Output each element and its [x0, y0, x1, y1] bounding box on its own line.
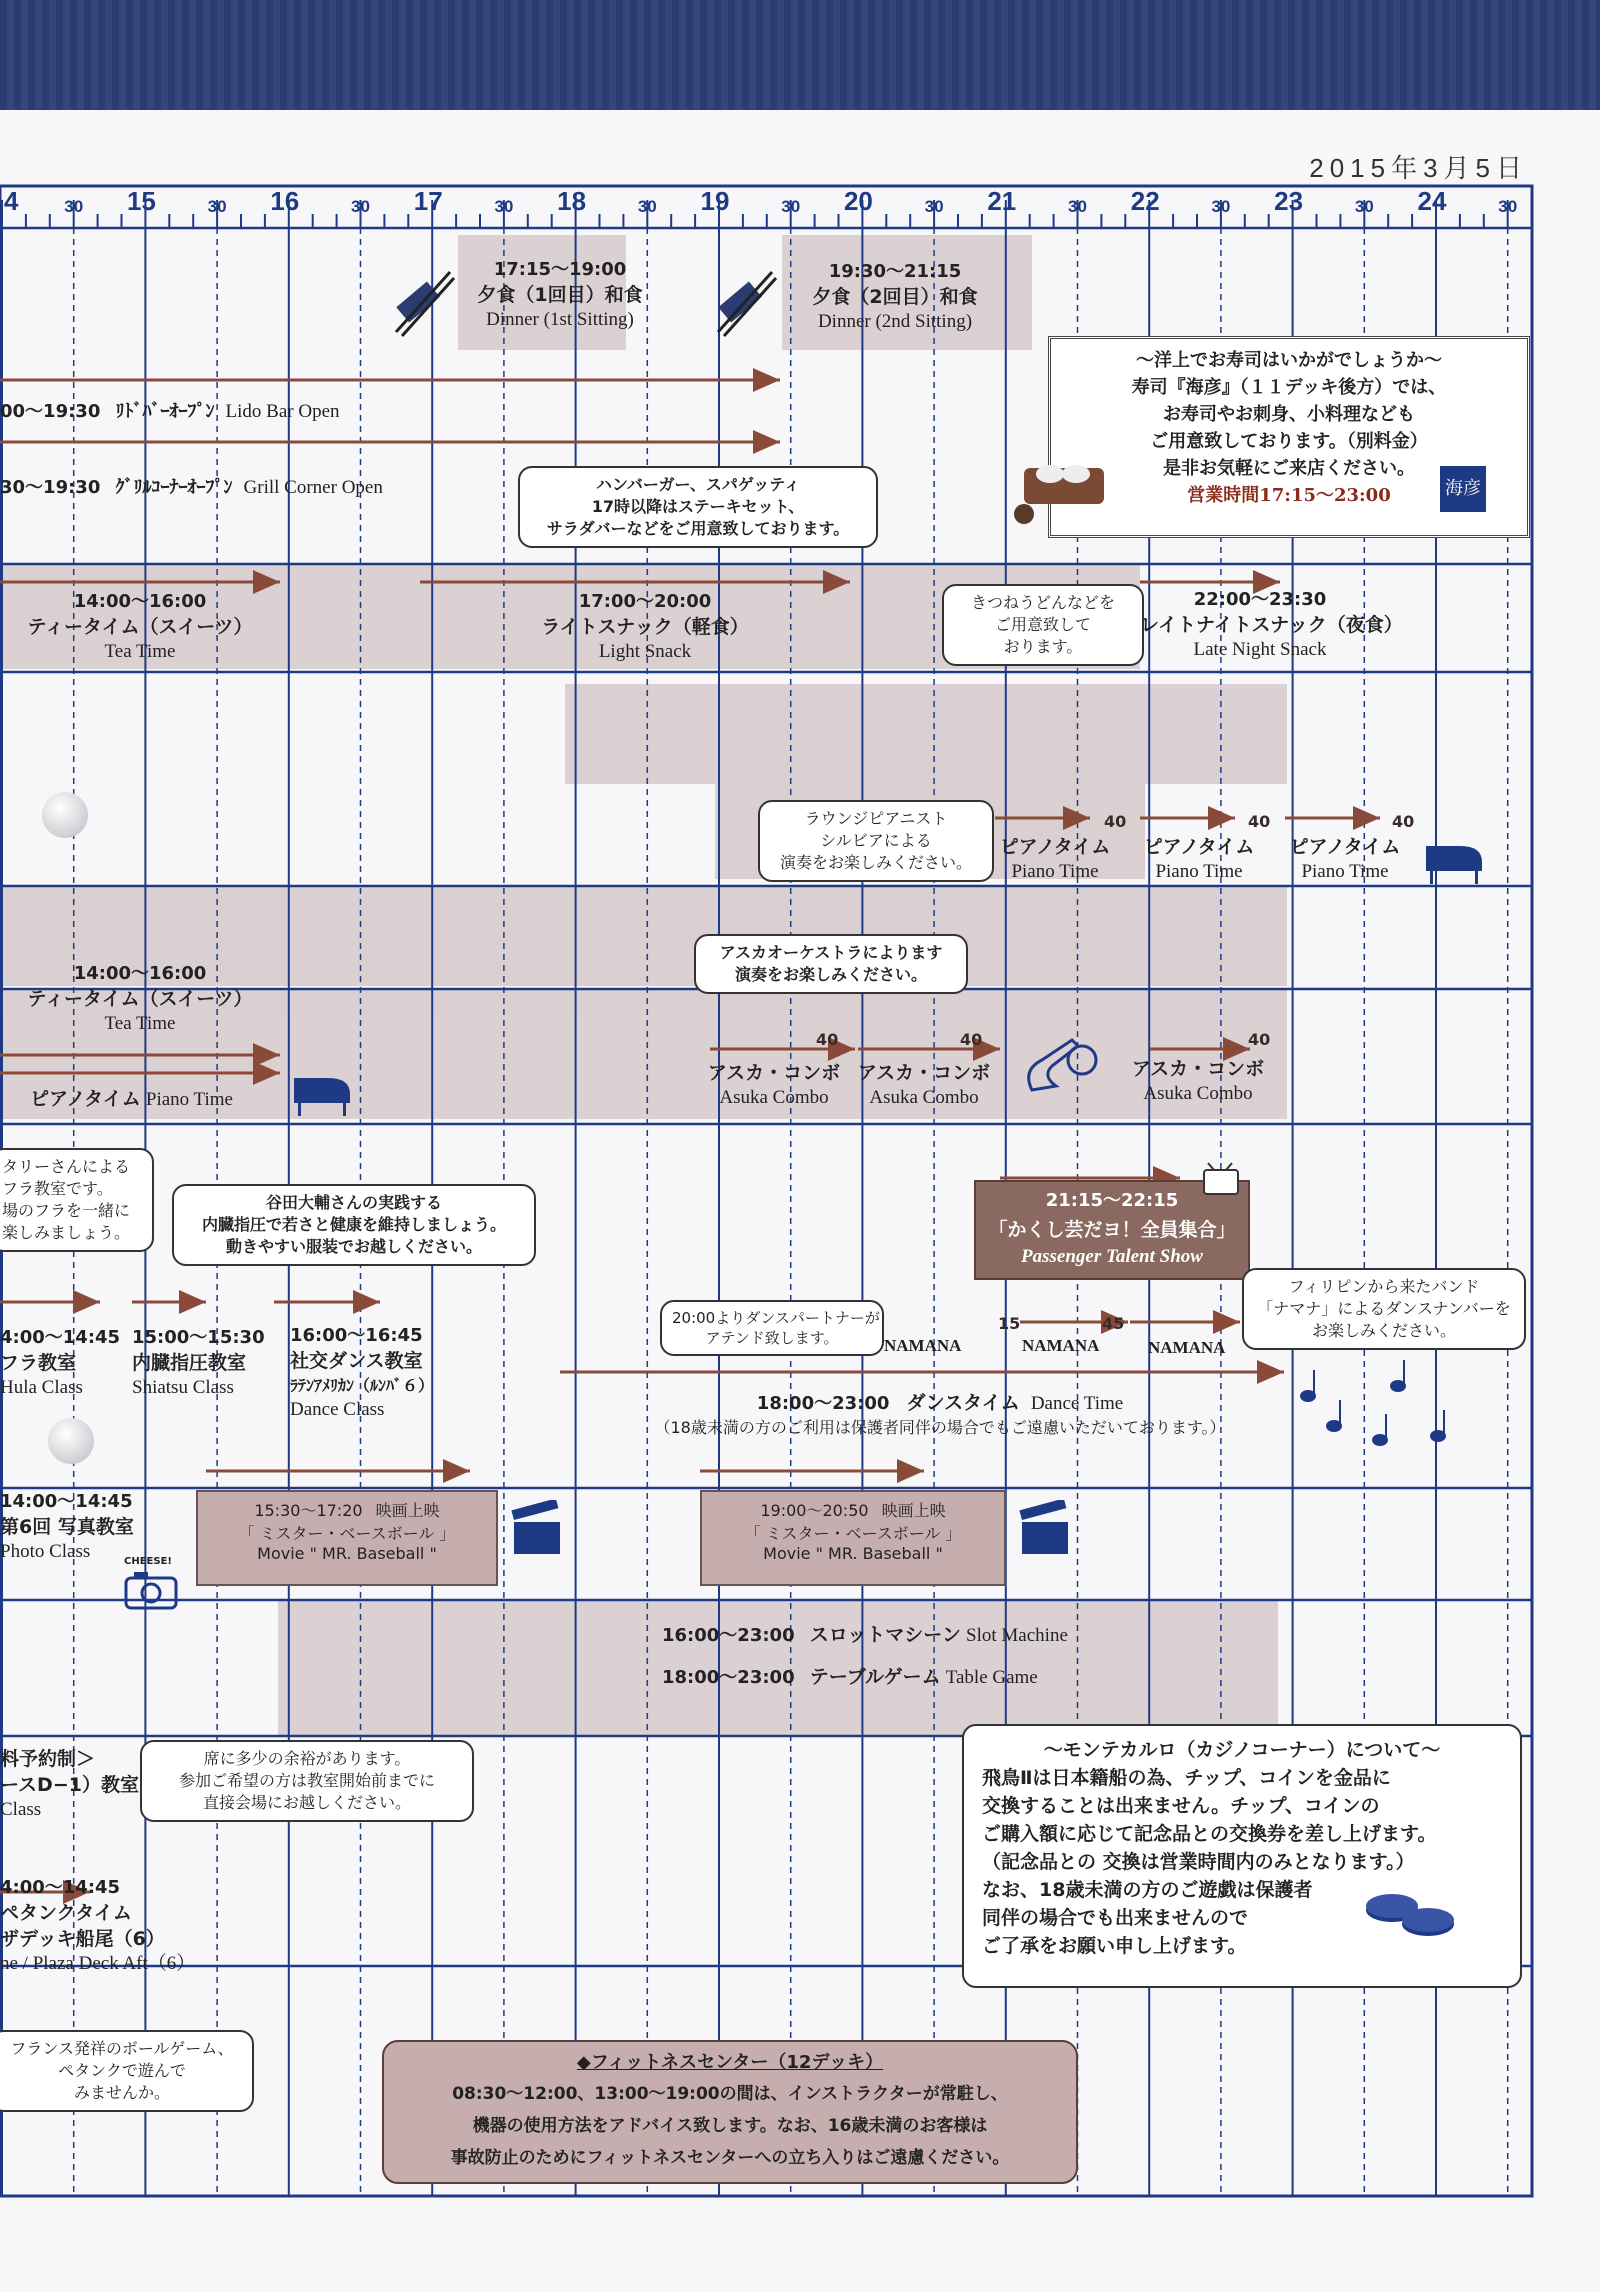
tv-icon	[1200, 1162, 1244, 1196]
talent-time: 21:15〜22:15	[1045, 1190, 1179, 1211]
asuka-combo-2-en: Asuka Combo	[869, 1087, 979, 1108]
class-reserve	[0, 1746, 139, 1822]
dinner-second-jp: 夕食（2回目）和食	[812, 286, 978, 308]
half-hour-label: 30	[1068, 197, 1087, 216]
dinner-second-en: Dinner (2nd Sitting)	[817, 311, 973, 332]
band-note-3: お楽しみください。	[1311, 1321, 1456, 1340]
udon-note-3: おります。	[1003, 637, 1083, 656]
dance-time	[590, 1390, 1290, 1440]
class-reserve-1: 料予約制＞	[0, 1748, 96, 1770]
movie-1	[196, 1490, 498, 1586]
half-hour-label: 30	[351, 197, 370, 216]
photo-en: Photo Class	[0, 1541, 91, 1562]
asuka-combo-3-en: Asuka Combo	[1143, 1083, 1253, 1104]
piano-dur-1: 40	[1104, 812, 1127, 831]
asuka-combo-2	[856, 1060, 992, 1110]
movie-2	[700, 1490, 1006, 1586]
hour-label: 15	[126, 186, 156, 216]
udon-note	[942, 584, 1144, 666]
piano-time-2-jp: ピアノタイム	[1143, 836, 1255, 858]
grill-note-3: サラダバーなどをご用意致しております。	[546, 519, 850, 538]
partner-note-1: 20:00よりダンスパートナーが	[672, 1309, 880, 1327]
music-notes-icon	[1288, 1356, 1468, 1456]
dinner-first-time: 17:15〜19:00	[493, 259, 627, 280]
slot-machine	[662, 1622, 1068, 1648]
tea1-jp: ティータイム（スイーツ）	[27, 616, 253, 638]
tea-time-1	[20, 590, 260, 664]
casino-note-6: 同伴の場合でも出来ませんので	[982, 1907, 1249, 1929]
sushi-line-1: 〜洋上でお寿司はいかがでしょうか〜	[1136, 350, 1442, 371]
saxophone-icon	[1012, 1030, 1102, 1100]
table-game	[662, 1664, 1038, 1690]
social-dance-sub: ﾗﾃﾝｱﾒﾘｶﾝ（ﾙﾝﾊﾞ６）	[290, 1376, 435, 1395]
sushi-hours: 営業時間17:15〜23:00	[1187, 485, 1391, 506]
pianist-note-3: 演奏をお楽しみください。	[779, 853, 972, 872]
grand-piano-icon	[1420, 826, 1490, 886]
grill-note-2: 17時以降はステーキセット、	[591, 497, 805, 516]
sushi-plate-icon	[1010, 448, 1110, 528]
hour-label: 21	[987, 186, 1017, 216]
grill-jp: ｸﾞﾘﾙｺｰﾅｰｵｰﾌﾟﾝ	[115, 477, 233, 498]
shiatsu-jp: 内臓指圧教室	[132, 1352, 247, 1374]
slot-jp: スロットマシーン	[809, 1624, 961, 1646]
udon-note-2: ご用意致して	[994, 615, 1091, 634]
dinner-first-en: Dinner (1st Sitting)	[486, 309, 634, 330]
late-night-snack	[1140, 588, 1403, 662]
petanque-note	[0, 2030, 254, 2112]
band-note-1: フィリピンから来たバンド	[1288, 1277, 1480, 1296]
hula-note-2: フラ教室です。	[2, 1179, 113, 1198]
half-hour-label: 30	[207, 197, 227, 216]
hour-label: 16	[270, 186, 300, 216]
camera-icon	[122, 1568, 182, 1612]
asuka-combo-1-jp: アスカ・コンボ	[707, 1062, 841, 1084]
shiatsu-note-2: 内臓指圧で若さと健康を維持しましょう。	[201, 1215, 506, 1234]
grill-time: 30〜19:30	[0, 477, 101, 498]
class-reserve-3: Class	[0, 1799, 42, 1820]
petanque-jp: ペタンクタイム	[0, 1902, 132, 1924]
sushi-line-5: 是非お気軽にご来店ください。	[1163, 458, 1415, 479]
lido-time: 00〜19:30	[0, 401, 101, 422]
shiatsu-class	[132, 1326, 265, 1400]
schedule-date: 2015年3月5日	[1309, 153, 1528, 183]
asuka-combo-1-en: Asuka Combo	[719, 1087, 829, 1108]
dance-time-time: 18:00〜23:00	[756, 1393, 890, 1414]
tea-time-2	[20, 962, 260, 1036]
movie1-time: 15:30〜17:20	[254, 1501, 363, 1520]
piano-dur-2: 40	[1248, 812, 1271, 831]
photo-badge: CHEESE!	[124, 1556, 172, 1567]
movie2-title: 「 ミスター・ベースボール 」	[744, 1524, 962, 1543]
shiatsu-note-3: 動きやすい服装でお越しください。	[225, 1237, 482, 1256]
shiatsu-en: Shiatsu Class	[132, 1377, 234, 1398]
piano-time-2	[1136, 834, 1262, 884]
asuka-combo-2-jp: アスカ・コンボ	[857, 1062, 991, 1084]
shiatsu-note-1: 谷田大輔さんの実践する	[265, 1193, 442, 1212]
dance-time-en: Dance Time	[1030, 1393, 1124, 1414]
light-snack-time: 17:00〜20:00	[578, 591, 712, 612]
tea2-piano	[30, 1086, 233, 1112]
light-snack-en: Light Snack	[598, 641, 692, 662]
half-hour-label: 30	[781, 197, 801, 216]
table-game-jp: テーブルゲーム	[809, 1666, 941, 1688]
namana-1: NAMANA	[884, 1336, 962, 1355]
dinner-first-jp: 夕食（1回目）和食	[477, 284, 643, 306]
hula-note-1: タリーさんによる	[2, 1157, 131, 1176]
shiatsu-note	[172, 1184, 536, 1266]
band-note	[1242, 1268, 1526, 1350]
tea2-piano-en: Piano Time	[145, 1089, 233, 1110]
half-hour-label: 30	[1354, 197, 1374, 216]
hula-class	[0, 1326, 120, 1400]
dance-time-note: （18歳未満の方のご利用は保護者同伴の場合でもご遠慮いただいております。）	[654, 1418, 1226, 1437]
lido-en: Lido Bar Open	[225, 401, 340, 422]
late-snack-time: 22:00〜23:30	[1193, 589, 1327, 610]
fitness-title: ◆フィットネスセンター（12デッキ）	[576, 2052, 884, 2073]
hula-time: 4:00〜14:45	[0, 1327, 121, 1348]
movie1-title: 「 ミスター・ベースボール 」	[238, 1524, 456, 1543]
lido-jp: ﾘﾄﾞﾊﾞｰｵｰﾌﾟﾝ	[115, 401, 215, 422]
casino-note-4: （記念品との 交換は営業時間内のみとなります。）	[982, 1851, 1415, 1873]
petanque-time: 4:00〜14:45	[0, 1877, 121, 1898]
punch-hole-1	[42, 792, 88, 838]
talent-en: Passenger Talent Show	[1021, 1246, 1203, 1267]
seat-note-3: 直接会場にお越しください。	[202, 1793, 411, 1812]
hour-label: 19	[700, 186, 730, 216]
petanque-place: ザデッキ船尾（6）	[0, 1928, 165, 1950]
partner-note-2: アテンド致します。	[705, 1329, 839, 1347]
tea2-en: Tea Time	[104, 1013, 176, 1034]
hour-label: 22	[1130, 186, 1160, 216]
dinner-first	[460, 258, 660, 332]
light-snack-jp: ライトスナック（軽食）	[541, 616, 749, 638]
partner-note	[660, 1300, 884, 1356]
shiatsu-time: 15:00〜15:30	[132, 1327, 265, 1348]
seat-note-1: 席に多少の余裕があります。	[203, 1749, 411, 1768]
tea1-time: 14:00〜16:00	[73, 591, 207, 612]
casino-note-2: 交換することは出来ません。チップ、コインの	[982, 1795, 1380, 1817]
orchestra-note-2: 演奏をお楽しみください。	[734, 965, 927, 984]
late-snack-en: Late Night Snack	[1193, 639, 1327, 660]
social-dance-jp: 社交ダンス教室	[290, 1350, 423, 1372]
hula-note-3: 場のフラを一緒に	[2, 1201, 131, 1220]
combo-dur-2: 40	[960, 1030, 983, 1049]
grand-piano-icon-2	[288, 1058, 358, 1118]
sushi-line-4: ご用意致しております。（別料金）	[1150, 431, 1428, 452]
punch-hole-2	[48, 1418, 94, 1464]
hour-label: 24	[1417, 186, 1447, 216]
casino-note-3: ご購入額に応じて記念品との交換券を差し上げます。	[982, 1823, 1437, 1845]
half-hour-label: 30	[924, 197, 944, 216]
class-reserve-2: ースD−1）教室	[0, 1774, 139, 1796]
social-dance-en: Dance Class	[290, 1399, 385, 1420]
movie2-en: Movie " MR. Baseball "	[763, 1544, 943, 1563]
tea1-en: Tea Time	[104, 641, 176, 662]
namana-dur-45: 45	[1102, 1314, 1125, 1333]
asuka-combo-1	[706, 1060, 842, 1110]
namana-2: NAMANA	[1022, 1336, 1100, 1355]
table-game-en: Table Game	[945, 1667, 1038, 1688]
dinner-second	[790, 260, 1000, 334]
movie1-label: 映画上映	[375, 1501, 440, 1520]
half-hour-label: 30	[494, 197, 514, 216]
photo-jp: 第6回 写真教室	[0, 1516, 134, 1538]
orchestra-note	[694, 934, 968, 994]
social-dance-time: 16:00〜16:45	[290, 1325, 423, 1346]
seat-note-2: 参加ご希望の方は教室開始前までに	[178, 1771, 435, 1790]
half-hour-label: 30	[637, 197, 657, 216]
casino-note-title: 〜モンテカルロ（カジノコーナー）について〜	[1043, 1739, 1441, 1761]
hour-label: 18	[557, 186, 587, 216]
hula-note-4: 楽しみましょう。	[2, 1223, 131, 1242]
piano-time-3	[1282, 834, 1408, 884]
chopsticks-icon-2	[710, 262, 780, 342]
dinner-second-time: 19:30〜21:15	[828, 261, 962, 282]
movie1-en: Movie " MR. Baseball "	[257, 1544, 437, 1563]
orchestra-note-1: アスカオーケストラによります	[719, 943, 943, 962]
piano-dur-3: 40	[1392, 812, 1415, 831]
piano-time-3-en: Piano Time	[1301, 861, 1389, 882]
movie2-label: 映画上映	[881, 1501, 946, 1520]
fitness-center-box	[382, 2040, 1078, 2184]
petanque-note-1: フランス発祥のボールゲーム、	[10, 2039, 234, 2058]
talent-jp: 「かくし芸だヨ！全員集合」	[988, 1219, 1236, 1241]
half-hour-label: 30	[1498, 197, 1518, 216]
namana-3: NAMANA	[1148, 1338, 1226, 1357]
light-snack	[520, 590, 770, 664]
hula-jp: フラ教室	[0, 1352, 77, 1374]
asuka-combo-3-jp: アスカ・コンボ	[1131, 1058, 1265, 1080]
sushi-line-3: お寿司やお刺身、小料理なども	[1163, 404, 1415, 425]
chopsticks-icon	[388, 262, 458, 342]
lido-bar	[0, 400, 340, 424]
hour-label: 23	[1274, 186, 1304, 216]
casino-note-5: なお、18歳未満の方のご遊戯は保護者	[982, 1879, 1313, 1901]
hula-note	[0, 1148, 154, 1252]
hour-label: 17	[413, 186, 443, 216]
udon-note-1: きつねうどんなどを	[970, 593, 1115, 612]
seat-note	[140, 1740, 474, 1822]
slot-en: Slot Machine	[966, 1625, 1068, 1646]
piano-time-3-jp: ピアノタイム	[1289, 836, 1401, 858]
tea2-time: 14:00〜16:00	[73, 963, 207, 984]
piano-time-2-en: Piano Time	[1155, 861, 1243, 882]
photo-class	[0, 1490, 134, 1564]
combo-dur-3: 40	[1248, 1030, 1271, 1049]
grill-note-1: ハンバーガー、スパゲッティ	[595, 475, 800, 494]
clapperboard-icon-2	[1016, 1500, 1076, 1560]
namana-dur-15: 15	[998, 1314, 1021, 1333]
hour-label: 4	[4, 186, 19, 216]
piano-time-1-en: Piano Time	[1011, 861, 1099, 882]
tea2-piano-jp: ピアノタイム	[30, 1088, 141, 1110]
combo-dur-1: 40	[816, 1030, 839, 1049]
pianist-note-1: ラウンジピアニスト	[804, 809, 948, 828]
band-note-2: 「ナマナ」によるダンスナンバーを	[1257, 1299, 1511, 1318]
slot-time: 16:00〜23:00	[662, 1625, 795, 1646]
asuka-combo-3	[1130, 1056, 1266, 1106]
grill-note	[518, 466, 878, 548]
pianist-note-2: シルビアによる	[820, 831, 932, 850]
petanque-en: ne / Plaza Deck Aft（6）	[0, 1953, 196, 1974]
fitness-line-2: 機器の使用方法をアドバイス致します。なお、16歳未満のお客様は	[472, 2116, 988, 2136]
clapperboard-icon	[508, 1500, 568, 1560]
social-dance-class	[290, 1324, 434, 1422]
petanque	[0, 1876, 195, 1976]
sushi-line-2: 寿司『海彦』（１１デッキ後方）では、	[1131, 377, 1447, 398]
piano-time-1-jp: ピアノタイム	[999, 836, 1111, 858]
photo-time: 14:00〜14:45	[0, 1491, 133, 1512]
petanque-note-2: ペタンクで遊んで	[58, 2061, 186, 2080]
fitness-line-3: 事故防止のためにフィットネスセンターへの立ち入りはご遠慮ください。	[450, 2148, 1010, 2168]
casino-chips-icon	[1360, 1880, 1460, 1944]
piano-time-1	[992, 834, 1118, 884]
table-game-time: 18:00〜23:00	[662, 1667, 795, 1688]
half-hour-label: 30	[64, 197, 84, 216]
half-hour-label: 30	[1211, 197, 1231, 216]
movie2-time: 19:00〜20:50	[760, 1501, 869, 1520]
umihiko-logo: 海彦	[1440, 466, 1486, 512]
grill-en: Grill Corner Open	[243, 477, 383, 498]
petanque-note-3: みませんか。	[73, 2083, 170, 2102]
grill-corner	[0, 476, 383, 500]
pianist-note	[758, 800, 994, 882]
tea2-jp: ティータイム（スイーツ）	[27, 988, 253, 1010]
casino-note-7: ご了承をお願い申し上げます。	[982, 1935, 1247, 1957]
casino-note	[962, 1724, 1522, 1988]
hula-en: Hula Class	[0, 1377, 83, 1398]
fitness-line-1: 08:30〜12:00、13:00〜19:00の間は、インストラクターが常駐し、	[452, 2084, 1008, 2104]
dance-time-jp: ダンスタイム	[906, 1392, 1020, 1414]
hour-label: 20	[843, 186, 873, 216]
late-snack-jp: レイトナイトスナック（夜食）	[1140, 614, 1403, 636]
casino-note-1: 飛鳥Ⅱは日本籍船の為、チップ、コインを金品に	[982, 1767, 1391, 1789]
header-band	[0, 0, 1600, 110]
